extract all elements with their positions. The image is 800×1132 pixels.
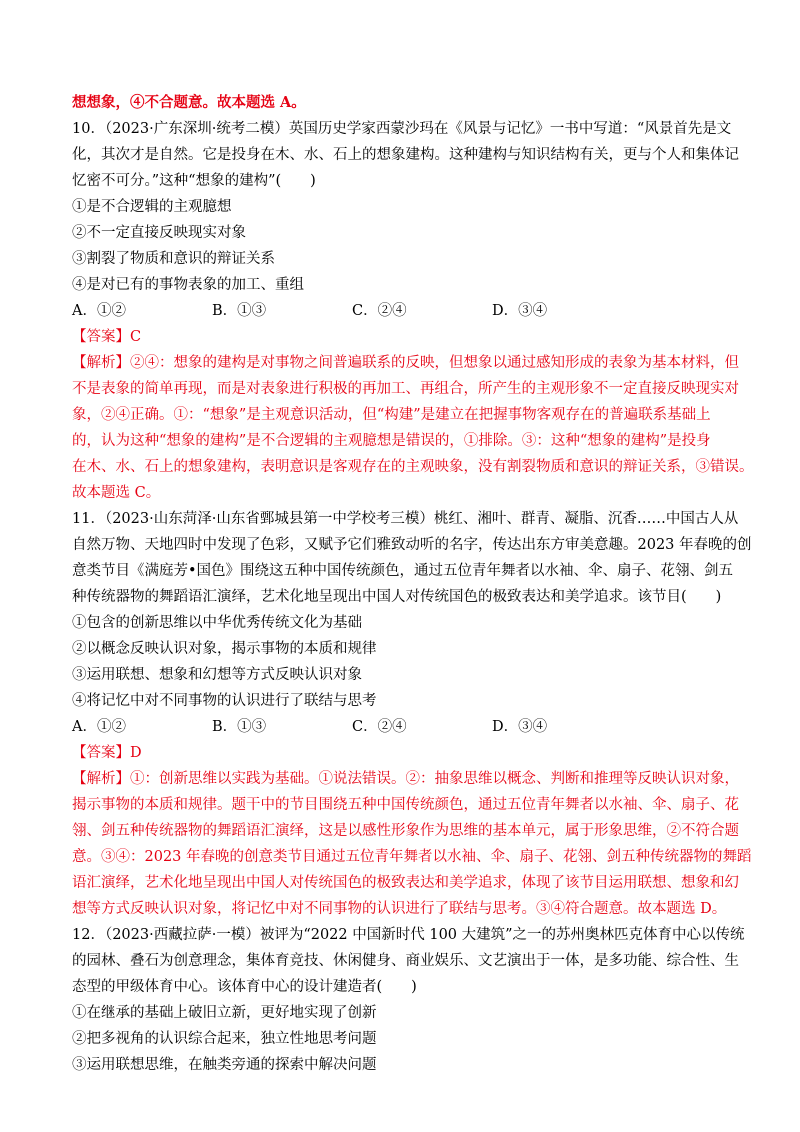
option-a: A．①② [72, 303, 126, 319]
statement-item: ③运用联想思维，在触类旁通的探索中解决问题 [72, 1057, 377, 1073]
statement-item: ③割裂了物质和意识的辩证关系 [72, 251, 275, 267]
analysis-line: 想等方式反映认识对象，将记忆中对不同事物的认识进行了联结与思考。③④符合题意。故本题选 D。 [72, 901, 727, 917]
question-stem-line: 种传统器物的舞蹈语汇演绎，艺术化地呈现出中国人对传统国色的极致表达和美学追求。该节目( ) [72, 589, 722, 605]
analysis-line: 意。③④：2023 年春晚的创意类节目通过五位青年舞者以水袖、伞、扇子、花翎、剑五种传统器物的舞蹈 [72, 849, 752, 865]
option-d: D．③④ [492, 719, 548, 735]
statement-item: ②不一定直接反映现实对象 [72, 225, 246, 241]
question-stem-line: 忆密不可分。”这种“想象的建构”( ) [72, 173, 316, 189]
question-stem-line: 态型的甲级体育中心。该体育中心的设计建造者( ) [72, 979, 417, 995]
answer-options [72, 298, 732, 324]
option-c: C．②④ [352, 303, 407, 319]
statement-item: ③运用联想、想象和幻想等方式反映认识对象 [72, 667, 362, 683]
option-a: A．①② [72, 719, 126, 735]
analysis-block [72, 766, 752, 922]
statement-item: ②以概念反映认识对象，揭示事物的本质和规律 [72, 641, 377, 657]
question-11 [72, 506, 752, 922]
analysis-line: 象，②④正确。①：“想象”是主观意识活动，但“构建”是建立在把握事物客观存在的普遍联系基础上 [72, 407, 711, 423]
previous-answer-tail: 想想象，④不合题意。故本题选 A。 [72, 94, 306, 111]
analysis-line: 故本题选 C。 [72, 485, 161, 501]
analysis-line: 不是表象的简单再现，而是对表象进行积极的再加工、再组合，所产生的主观形象不一定直接反映现实对 [72, 381, 739, 397]
analysis-line: 翎、剑五种传统器物的舞蹈语汇演绎，这是以感性形象作为思维的基本单元，属于形象思维，②不符合题 [72, 823, 739, 839]
statement-item: ①在继承的基础上破旧立新，更好地实现了创新 [72, 1005, 377, 1021]
question-stem-line: 10．（2023·广东深圳·统考二模）英国历史学家西蒙沙玛在《风景与记忆》一书中写道：“风景首先是文 [72, 121, 732, 137]
analysis-line: 【解析】②④：想象的建构是对事物之间普遍联系的反映，但想象以通过感知形成的表象为基本材料，但 [72, 355, 739, 371]
question-stem-line: 的园林、叠石为创意理念，集体育竞技、休闲健身、商业娱乐、文艺演出于一体，是多功能、综合性、生 [72, 953, 739, 969]
answer-options [72, 714, 732, 740]
analysis-block [72, 350, 754, 506]
document-content [72, 90, 754, 1078]
option-d: D．③④ [492, 303, 548, 319]
answer-label: 【答案】D [72, 745, 142, 761]
statement-item: ④将记忆中对不同事物的认识进行了联结与思考 [72, 693, 377, 709]
analysis-line: 揭示事物的本质和规律。题干中的节目围绕五种中国传统颜色，通过五位青年舞者以水袖、伞、扇子、花 [72, 797, 739, 813]
analysis-line: 语汇演绎，艺术化地呈现出中国人对传统国色的极致表达和美学追求，体现了该节目运用联想、想象和幻 [72, 875, 739, 891]
option-c: C．②④ [352, 719, 407, 735]
question-stem-line: 11．（2023·山东菏泽·山东省鄄城县第一中学校考三模）桃红、湘叶、群青、凝脂、沉香……中国古人从 [72, 511, 739, 527]
statement-item: ④是对已有的事物表象的加工、重组 [72, 277, 304, 293]
question-stem-line: 自然万物、天地四时中发现了色彩，又赋予它们雅致动听的名字，传达出东方审美意趣。2023 年春晚的创 [72, 537, 752, 553]
statement-item: ①是不合逻辑的主观臆想 [72, 199, 232, 215]
analysis-line: 的，认为这种“想象的建构”是不合逻辑的主观臆想是错误的，①排除。③：这种“想象的建构”是投身 [72, 433, 711, 449]
question-12 [72, 922, 745, 1078]
option-b: B．①③ [212, 719, 267, 735]
question-stem-line: 12．（2023·西藏拉萨·一模）被评为“2022 中国新时代 100 大建筑”之一的苏州奥林匹克体育中心以传统 [72, 927, 745, 943]
answer-label: 【答案】C [72, 329, 142, 345]
question-stem-line: 化，其次才是自然。它是投身在木、水、石上的想象建构。这种建构与知识结构有关，更与个人和集体记 [72, 147, 739, 163]
option-b: B．①③ [212, 303, 267, 319]
statement-item: ①包含的创新思维以中华优秀传统文化为基础 [72, 615, 362, 631]
question-stem-line: 意类节目《满庭芳•国色》围绕这五种中国传统颜色，通过五位青年舞者以水袖、伞、扇子、花翎、剑五 [72, 563, 734, 579]
analysis-line: 在木、水、石上的想象建构，表明意识是客观存在的主观映象，没有割裂物质和意识的辩证关系，③错误。 [72, 459, 754, 475]
question-10 [72, 116, 754, 506]
analysis-line: 【解析】①：创新思维以实践为基础。①说法错误。②：抽象思维以概念、判断和推理等反映认识对象， [72, 771, 739, 787]
statement-item: ②把多视角的认识综合起来，独立性地思考问题 [72, 1031, 377, 1047]
